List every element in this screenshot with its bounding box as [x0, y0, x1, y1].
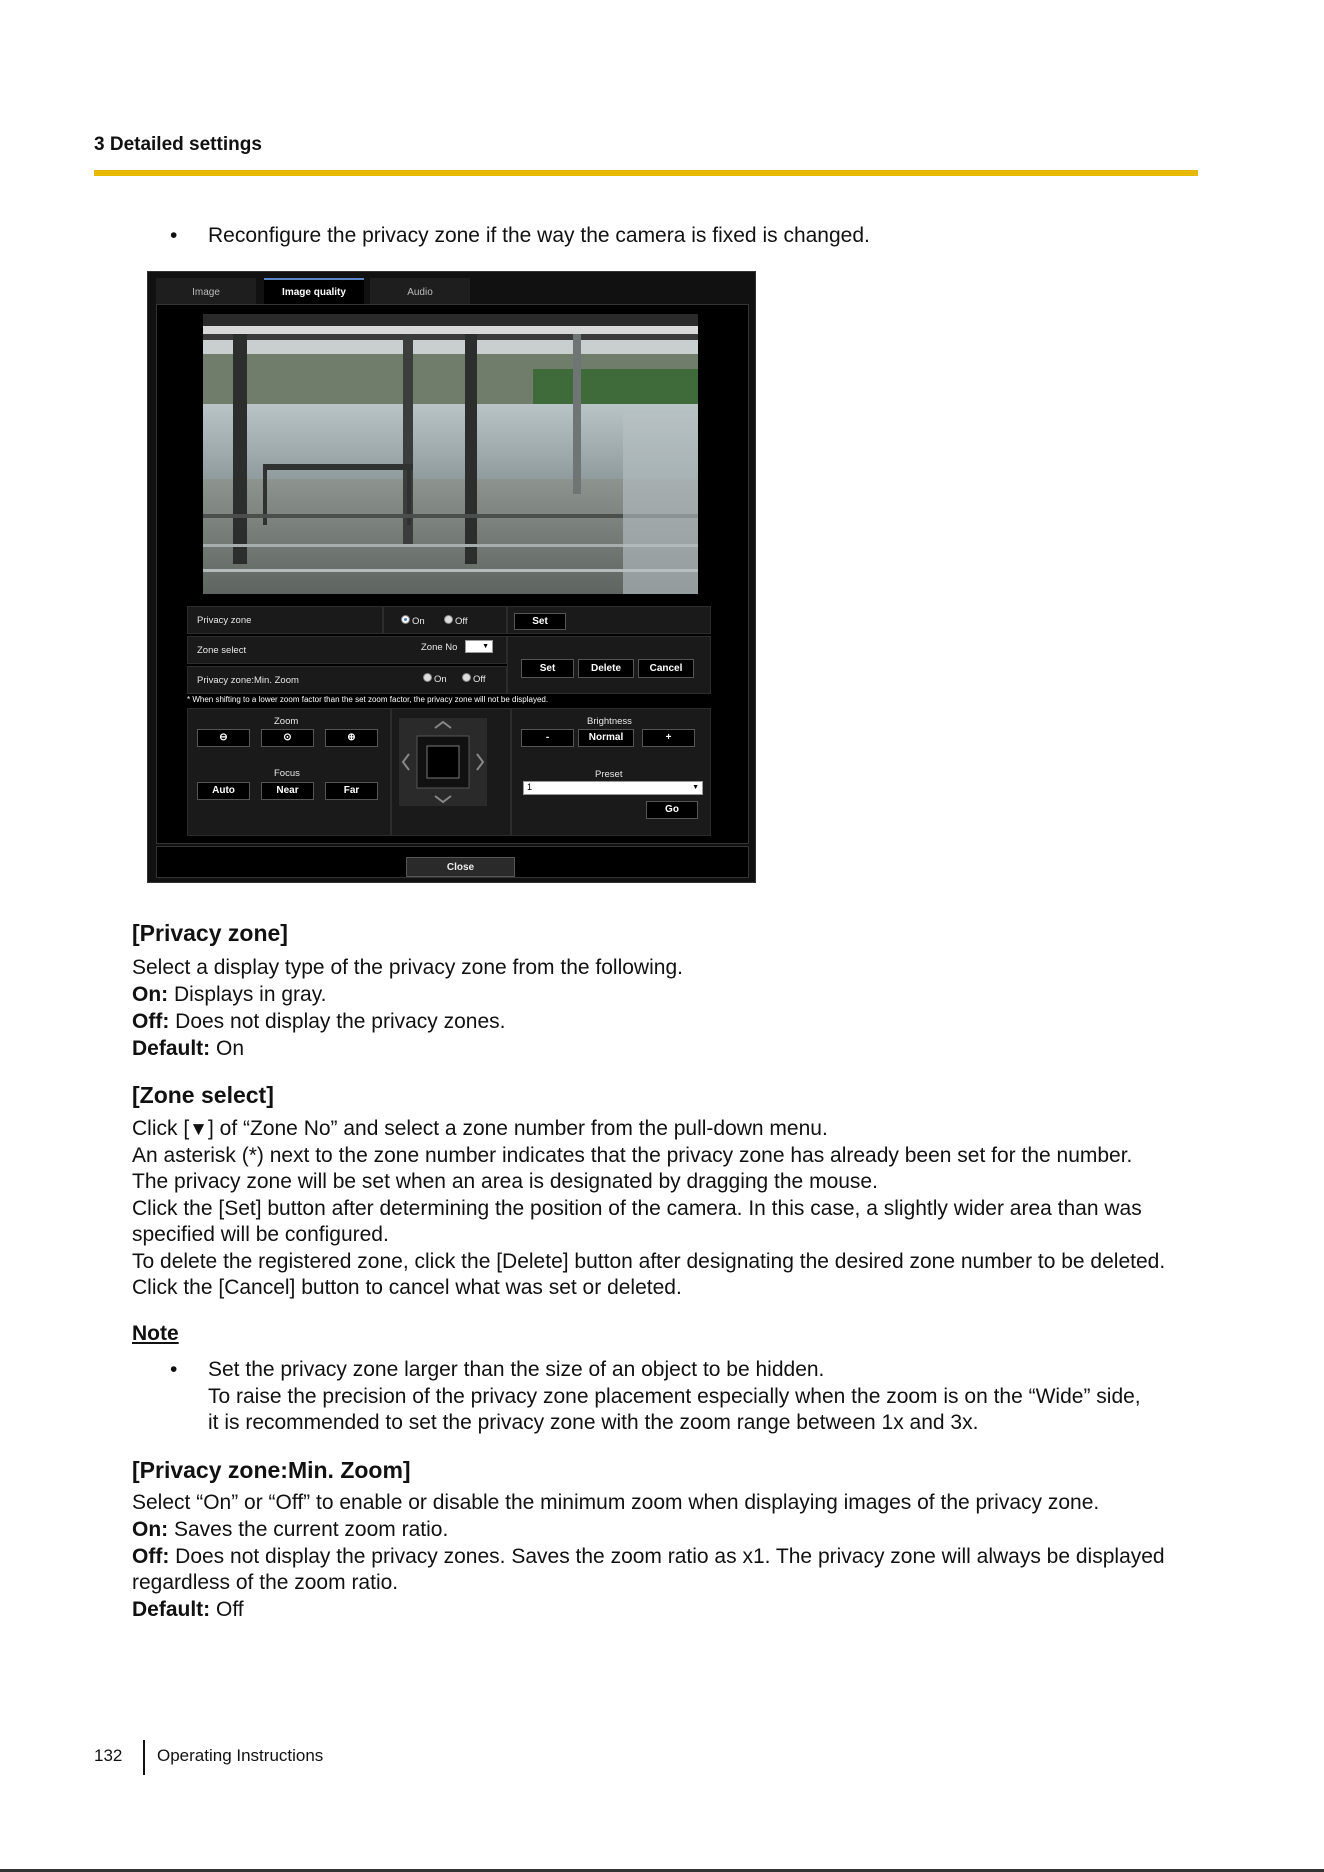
privacy-zone-off-line [132, 1009, 506, 1036]
min-zoom-intro: Select “On” or “Off” to enable or disable the minimum zoom when displaying images of the privacy zone. [132, 1491, 1100, 1514]
zoom-label: Zoom [274, 716, 299, 727]
zone-select-line-4: Click the [Set] button after determining the position of the camera. In this case, a slightly wider area than was [132, 1197, 1142, 1220]
off-term: Off: [132, 1545, 170, 1568]
zone-no-select[interactable] [465, 640, 493, 653]
privacy-zone-set-button[interactable]: Set [514, 613, 566, 630]
bullet-dot: • [170, 1358, 178, 1381]
bullet-dot: • [170, 224, 178, 247]
off-term: Off: [132, 1010, 170, 1033]
intro-bullet-text: Reconfigure the privacy zone if the way the camera is fixed is changed. [208, 224, 870, 247]
pan-tilt-control[interactable] [399, 718, 487, 806]
preset-select[interactable] [523, 781, 703, 795]
focus-auto-button[interactable]: Auto [197, 782, 250, 800]
on-term: On: [132, 983, 169, 1006]
zone-select-label: Zone select [197, 645, 247, 656]
camera-settings-screenshot [147, 271, 756, 883]
camera-preview-image[interactable] [203, 314, 698, 594]
brightness-label: Brightness [587, 716, 632, 727]
privacy-zone-heading: [Privacy zone] [132, 920, 288, 946]
chevron-down-icon: ▼ [482, 643, 489, 650]
screenshot-footer [156, 846, 749, 878]
chevron-down-icon: ▼ [692, 784, 699, 791]
min-zoom-off-radio[interactable] [462, 673, 471, 682]
zone-select-line-7: Click the [Cancel] button to cancel what was set or deleted. [132, 1276, 682, 1299]
zone-select-line-2: An asterisk (*) next to the zone number indicates that the privacy zone has already been set for the number. [132, 1144, 1133, 1167]
footer-divider [143, 1740, 145, 1775]
on-term: On: [132, 1518, 169, 1541]
zone-set-button[interactable]: Set [521, 659, 574, 678]
min-zoom-on-line [132, 1517, 448, 1544]
section-header: 3 Detailed settings [94, 134, 262, 155]
zone-delete-button[interactable]: Delete [578, 659, 634, 678]
default-value: On [210, 1037, 245, 1060]
default-term: Default: [132, 1037, 211, 1060]
page-number: 132 [94, 1746, 123, 1765]
preset-label: Preset [595, 769, 623, 780]
settings-panel [156, 304, 749, 844]
privacy-zone-off-label: Off [455, 616, 468, 627]
note-line-3: it is recommended to set the privacy zone with the zoom range between 1x and 3x. [208, 1411, 979, 1434]
preset-go-button[interactable]: Go [646, 801, 698, 819]
default-term: Default: [132, 1598, 211, 1621]
note-line-2: To raise the precision of the privacy zone placement especially when the zoom is on the “Wide” side, [208, 1385, 1141, 1408]
footer-title: Operating Instructions [157, 1746, 324, 1765]
on-desc: Saves the current zoom ratio. [168, 1518, 449, 1541]
zone-no-label: Zone No [421, 642, 458, 653]
zone-cancel-button[interactable]: Cancel [638, 659, 694, 678]
zone-select-line-3: The privacy zone will be set when an area is designated by dragging the mouse. [132, 1170, 878, 1193]
privacy-controls [187, 601, 717, 841]
camera-scene [203, 314, 698, 594]
tab-audio[interactable]: Audio [370, 278, 470, 304]
brightness-plus-button[interactable]: + [642, 729, 695, 747]
off-desc: Does not display the privacy zones. Saves the zoom ratio as x1. The privacy zone will always be displayed [169, 1545, 1165, 1568]
preset-value: 1 [527, 782, 533, 792]
zone-select-line-5: specified will be configured. [132, 1223, 389, 1246]
off-desc: Does not display the privacy zones. [169, 1010, 506, 1033]
brightness-minus-button[interactable]: - [521, 729, 574, 747]
min-zoom-heading: [Privacy zone:Min. Zoom] [132, 1457, 411, 1483]
focus-label: Focus [274, 768, 300, 779]
note-line-1: Set the privacy zone larger than the size of an object to be hidden. [208, 1358, 825, 1381]
default-value: Off [210, 1598, 244, 1621]
tab-image[interactable]: Image [156, 278, 256, 304]
zone-select-line-6: To delete the registered zone, click the [Delete] button after designating the desired zone number to be deleted. [132, 1250, 1166, 1273]
zone-select-line-1b: ] of “Zone No” and select a zone number from the pull-down menu. [207, 1117, 828, 1140]
privacy-zone-on-radio[interactable] [401, 615, 410, 624]
min-zoom-off-line [132, 1544, 1165, 1571]
min-zoom-off-continuation: regardless of the zoom ratio. [132, 1571, 399, 1594]
privacy-zone-on-label: On [412, 616, 425, 627]
privacy-zone-label: Privacy zone [197, 615, 252, 626]
zoom-reset-button[interactable] [261, 729, 314, 747]
zoom-icon: ⊙ [283, 732, 292, 743]
privacy-zone-off-radio[interactable] [444, 615, 453, 624]
min-zoom-on-label: On [434, 674, 447, 685]
zoom-in-button[interactable] [325, 729, 378, 747]
brightness-normal-button[interactable]: Normal [578, 729, 634, 747]
min-zoom-label: Privacy zone:Min. Zoom [197, 675, 299, 686]
focus-near-button[interactable]: Near [261, 782, 314, 800]
on-desc: Displays in gray. [168, 983, 327, 1006]
zone-select-line-1 [132, 1116, 828, 1144]
zoom-in-icon: ⊕ [347, 732, 356, 743]
privacy-zone-on-line [132, 982, 327, 1009]
close-button[interactable]: Close [406, 857, 515, 877]
zoom-out-icon: ⊖ [219, 732, 228, 743]
zone-select-line-1a: Click [ [132, 1117, 190, 1140]
header-rule [94, 170, 1198, 176]
tab-image-quality[interactable]: Image quality [264, 278, 364, 304]
privacy-zone-intro: Select a display type of the privacy zone from the following. [132, 956, 683, 979]
min-zoom-default-line [132, 1597, 244, 1624]
note-heading: Note [132, 1322, 179, 1345]
privacy-zone-default-line [132, 1036, 244, 1063]
min-zoom-on-radio[interactable] [423, 673, 432, 682]
zoom-out-button[interactable] [197, 729, 250, 747]
zoom-warning-text: * When shifting to a lower zoom factor than the set zoom factor, the privacy zone will not be displayed. [187, 695, 549, 704]
min-zoom-off-label: Off [473, 674, 486, 685]
focus-far-button[interactable]: Far [325, 782, 378, 800]
down-triangle-icon: ▼ [189, 1119, 208, 1140]
zone-select-heading: [Zone select] [132, 1082, 274, 1108]
